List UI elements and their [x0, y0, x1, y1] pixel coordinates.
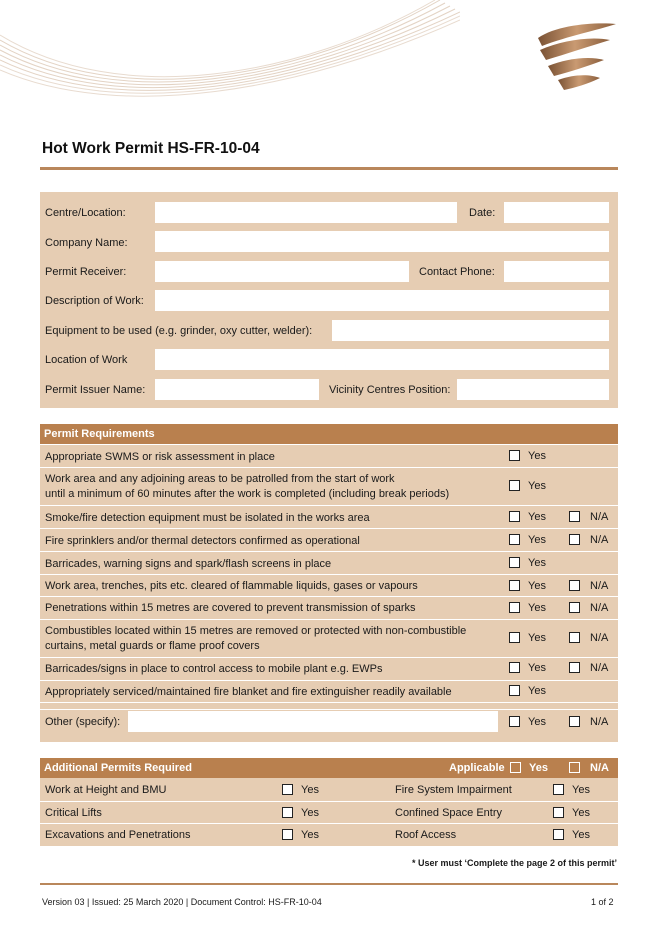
requirement-yes-checkbox[interactable] — [509, 602, 520, 613]
requirement-yes-checkbox[interactable] — [509, 662, 520, 673]
na-label: N/A — [590, 602, 609, 614]
equipment-field[interactable] — [332, 320, 609, 341]
requirement-text: Work area, trenches, pits etc. cleared of flammable liquids, gases or vapours — [45, 580, 418, 592]
company-name-label: Company Name: — [45, 237, 128, 249]
description-field[interactable] — [155, 290, 609, 311]
requirement-yes-checkbox[interactable] — [509, 632, 520, 643]
na-label: N/A — [590, 632, 609, 644]
applicable-label: Applicable — [449, 762, 505, 774]
yes-label: Yes — [528, 602, 546, 614]
other-specify-field[interactable] — [128, 711, 498, 732]
applicable-na-label: N/A — [590, 762, 609, 774]
company-logo — [528, 16, 620, 96]
yes-label: Yes — [528, 557, 546, 569]
wave-decoration — [0, 0, 460, 110]
permit-item: Roof Access — [395, 829, 457, 841]
vicinity-position-field[interactable] — [457, 379, 609, 400]
permit-yes-checkbox[interactable] — [553, 807, 564, 818]
yes-label: Yes — [528, 511, 546, 523]
permit-item: Work at Height and BMU — [45, 784, 167, 796]
requirement-na-checkbox[interactable] — [569, 511, 580, 522]
page-number: 1 of 2 — [591, 897, 614, 907]
yes-label: Yes — [528, 480, 546, 492]
permit-item: Confined Space Entry — [395, 807, 503, 819]
permit-receiver-label: Permit Receiver: — [45, 266, 127, 278]
company-name-field[interactable] — [155, 231, 609, 252]
permit-yes-checkbox[interactable] — [553, 784, 564, 795]
yes-label: Yes — [528, 632, 546, 644]
additional-permits-title: Additional Permits Required — [44, 762, 192, 774]
requirement-yes-checkbox[interactable] — [509, 534, 520, 545]
equipment-label: Equipment to be used (e.g. grinder, oxy cutter, welder): — [45, 325, 313, 337]
page-title: Hot Work Permit HS-FR-10-04 — [42, 140, 260, 157]
requirement-yes-checkbox[interactable] — [509, 511, 520, 522]
date-field[interactable] — [504, 202, 609, 223]
requirement-text-line2: until a minimum of 60 minutes after the work is completed (including break periods) — [45, 488, 450, 500]
contact-phone-field[interactable] — [504, 261, 609, 282]
requirement-na-checkbox[interactable] — [569, 662, 580, 673]
requirement-text: Work area and any adjoining areas to be patrolled from the start of work — [45, 473, 395, 485]
requirement-text: Smoke/fire detection equipment must be isolated in the works area — [45, 512, 370, 524]
other-specify-label: Other (specify): — [45, 716, 121, 728]
requirement-text: Barricades/signs in place to control access to mobile plant e.g. EWPs — [45, 663, 383, 675]
row-divider — [40, 823, 618, 824]
na-label: N/A — [590, 662, 609, 674]
row-divider — [40, 801, 618, 802]
permit-yes-checkbox[interactable] — [282, 829, 293, 840]
requirement-text: Appropriate SWMS or risk assessment in place — [45, 451, 275, 463]
centre-location-label: Centre/Location: — [45, 207, 126, 219]
requirement-yes-checkbox[interactable] — [509, 480, 520, 491]
location-of-work-field[interactable] — [155, 349, 609, 370]
other-yes-checkbox[interactable] — [509, 716, 520, 727]
requirement-text: Fire sprinklers and/or thermal detectors confirmed as operational — [45, 535, 360, 547]
requirement-text: Penetrations within 15 metres are covered to prevent transmission of sparks — [45, 602, 416, 614]
yes-label: Yes — [572, 807, 590, 819]
title-divider — [40, 167, 618, 170]
na-label: N/A — [590, 534, 609, 546]
permit-receiver-field[interactable] — [155, 261, 409, 282]
requirement-yes-checkbox[interactable] — [509, 685, 520, 696]
yes-label: Yes — [572, 829, 590, 841]
yes-label: Yes — [301, 829, 319, 841]
requirement-na-checkbox[interactable] — [569, 602, 580, 613]
yes-label: Yes — [301, 784, 319, 796]
location-of-work-label: Location of Work — [45, 354, 128, 366]
centre-location-field[interactable] — [155, 202, 457, 223]
yes-label: Yes — [528, 662, 546, 674]
permit-yes-checkbox[interactable] — [282, 807, 293, 818]
contact-phone-label: Contact Phone: — [419, 266, 495, 278]
requirement-yes-checkbox[interactable] — [509, 450, 520, 461]
requirement-na-checkbox[interactable] — [569, 580, 580, 591]
requirement-yes-checkbox[interactable] — [509, 580, 520, 591]
na-label: N/A — [590, 580, 609, 592]
yes-label: Yes — [528, 580, 546, 592]
na-label: N/A — [590, 511, 609, 523]
applicable-yes-label: Yes — [529, 762, 548, 774]
spacer-row — [40, 702, 618, 710]
requirement-text-line2: curtains, metal guards or flame proof covers — [45, 640, 260, 652]
permit-issuer-label: Permit Issuer Name: — [45, 384, 146, 396]
yes-label: Yes — [528, 685, 546, 697]
permit-yes-checkbox[interactable] — [553, 829, 564, 840]
page-2-note: * User must ‘Complete the page 2 of this permit’ — [411, 858, 617, 868]
yes-label: Yes — [572, 784, 590, 796]
requirement-yes-checkbox[interactable] — [509, 557, 520, 568]
applicable-yes-checkbox[interactable] — [510, 762, 521, 773]
requirement-na-checkbox[interactable] — [569, 534, 580, 545]
date-label: Date: — [469, 207, 496, 219]
na-label: N/A — [590, 716, 609, 728]
permit-requirements-header: Permit Requirements — [40, 424, 618, 444]
requirement-text: Combustibles located within 15 metres are removed or protected with non-combustible — [45, 625, 467, 637]
requirement-na-checkbox[interactable] — [569, 632, 580, 643]
yes-label: Yes — [528, 450, 546, 462]
permit-item: Excavations and Penetrations — [45, 829, 191, 841]
yes-label: Yes — [301, 807, 319, 819]
permit-item: Fire System Impairment — [395, 784, 512, 796]
footer-version: Version 03 | Issued: 25 March 2020 | Document Control: HS-FR-10-04 — [42, 897, 322, 907]
requirement-text: Appropriately serviced/maintained fire blanket and fire extinguisher readily available — [45, 686, 452, 698]
other-na-checkbox[interactable] — [569, 716, 580, 727]
requirement-text: Barricades, warning signs and spark/flash screens in place — [45, 558, 332, 570]
yes-label: Yes — [528, 534, 546, 546]
vicinity-position-label: Vicinity Centres Position: — [329, 384, 451, 396]
applicable-na-checkbox[interactable] — [569, 762, 580, 773]
footer-divider — [40, 883, 618, 885]
permit-issuer-field[interactable] — [155, 379, 319, 400]
yes-label: Yes — [528, 716, 546, 728]
permit-yes-checkbox[interactable] — [282, 784, 293, 795]
permit-item: Critical Lifts — [45, 807, 102, 819]
description-label: Description of Work: — [45, 295, 144, 307]
